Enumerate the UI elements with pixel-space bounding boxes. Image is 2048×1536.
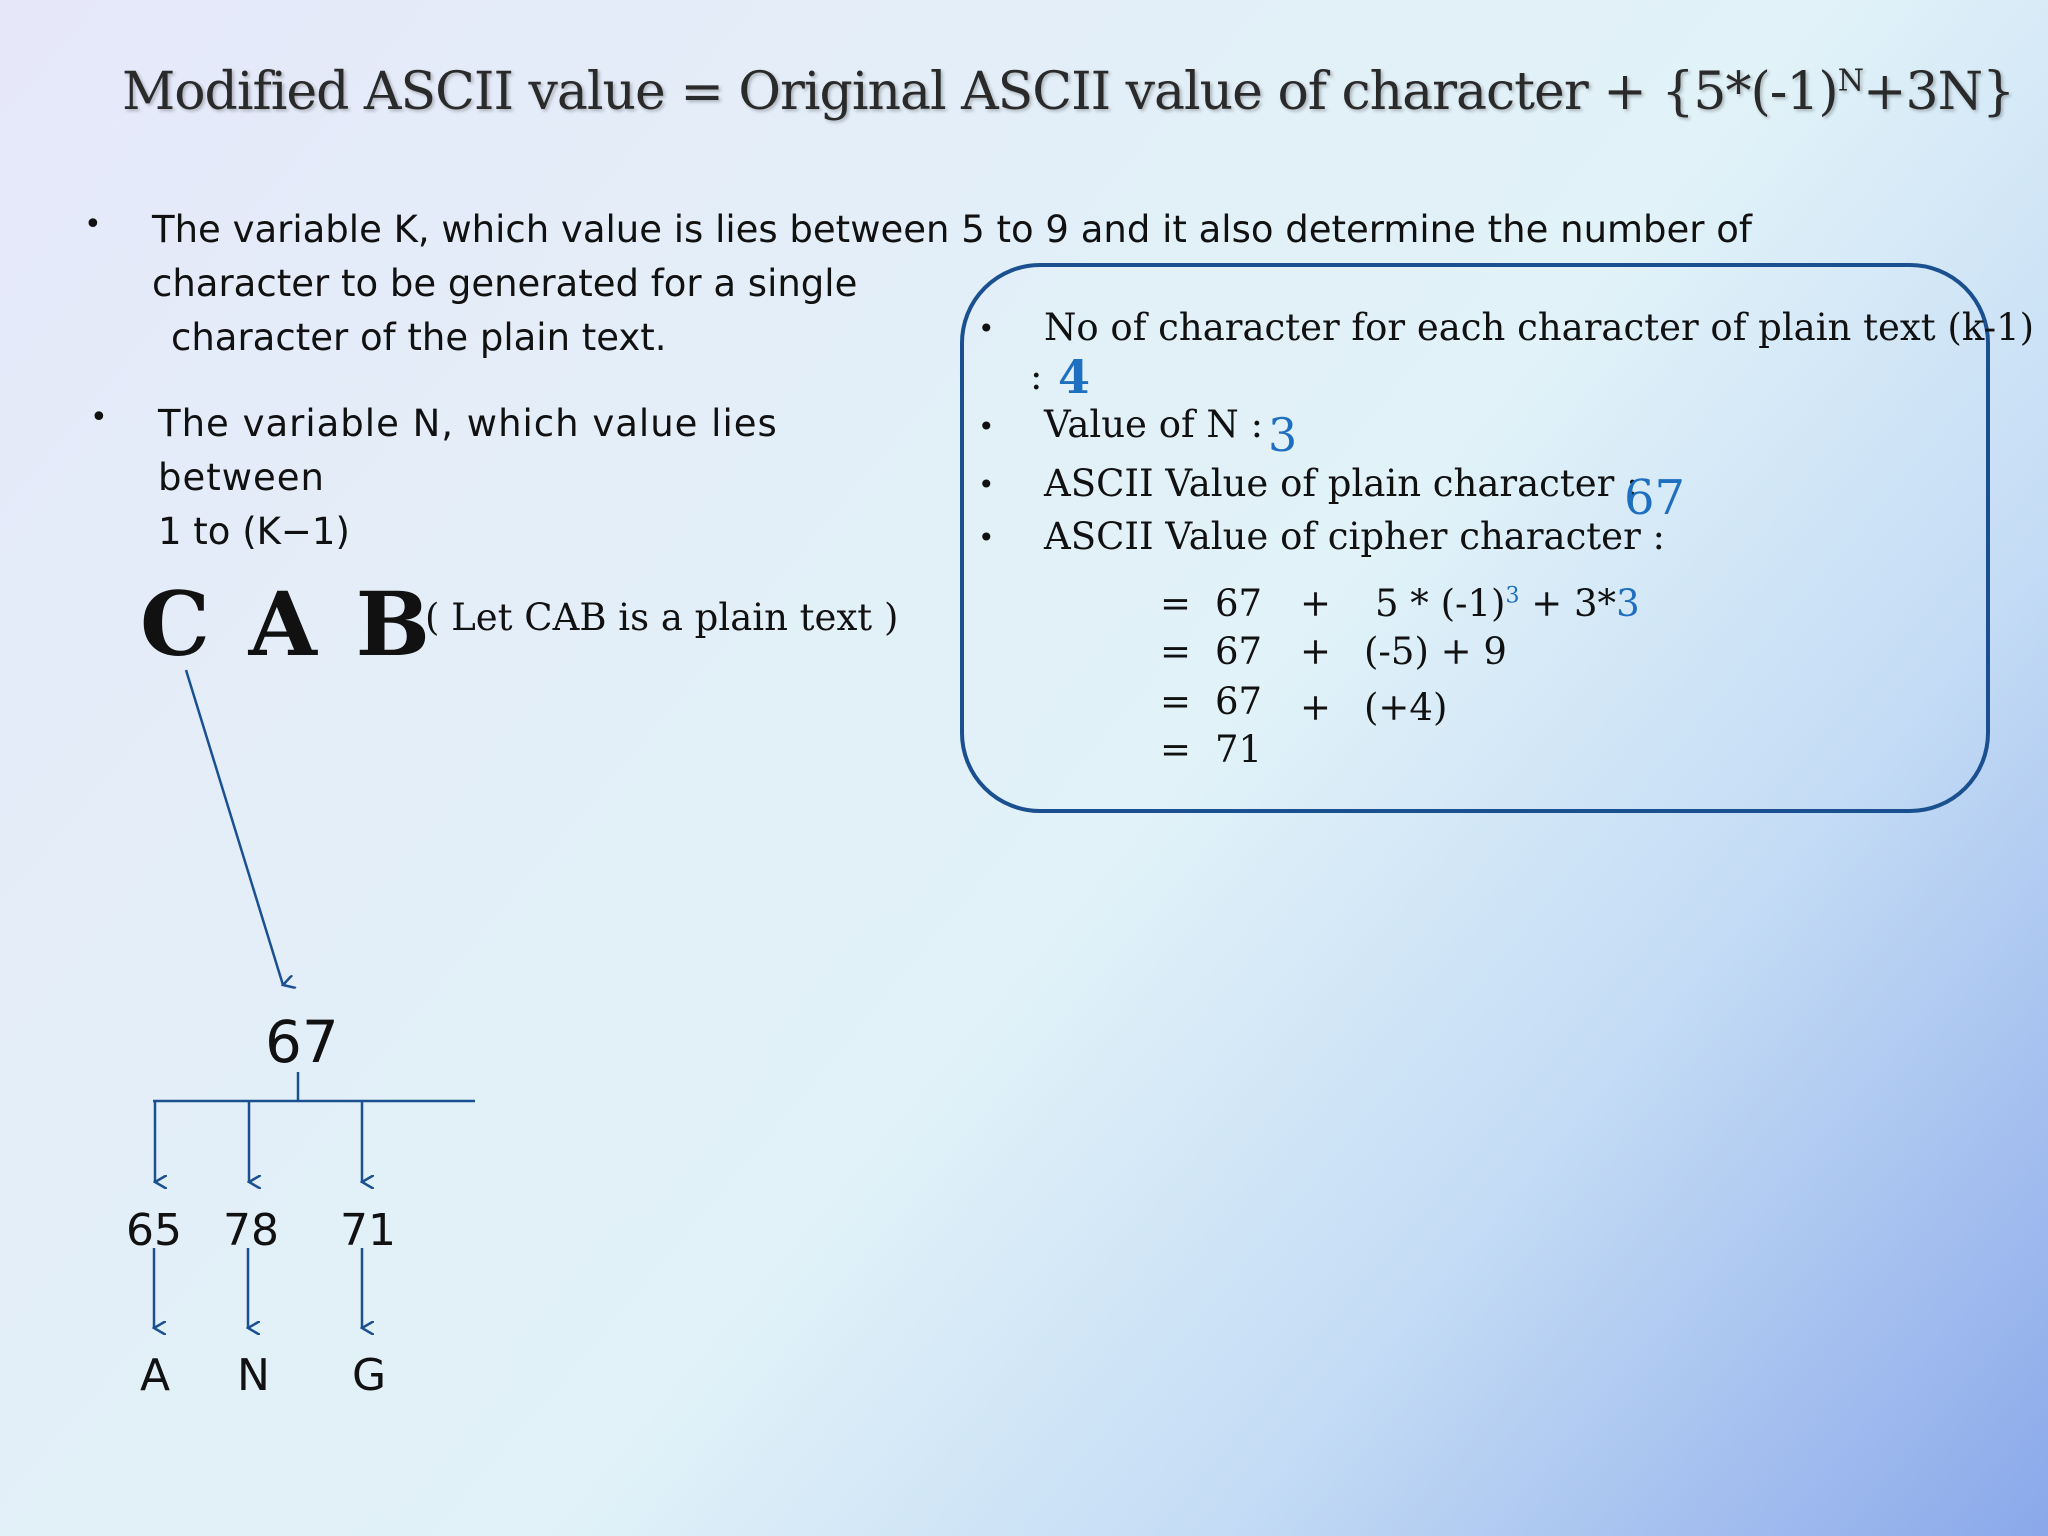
bullet-line: 1 to (K−1) <box>158 510 350 553</box>
calc-eq: = <box>1160 582 1192 625</box>
calc-expr-part: 5 * (-1) <box>1375 582 1506 625</box>
box-item-cipher-ascii-label: ASCII Value of cipher character : <box>1044 515 1665 558</box>
bullet-line: The variable K, which value is lies between 5 to 9 and it also determine the number of <box>152 208 1752 251</box>
arrow-c-to-67 <box>186 670 283 985</box>
calc-expression: (-5) + 9 <box>1364 630 1507 673</box>
bullet-marker: • <box>978 521 995 554</box>
title-tail: +3N} <box>1862 62 2015 122</box>
tree-root-value: 67 <box>265 1008 339 1076</box>
calc-eq: = <box>1160 728 1192 771</box>
bullet-line: The variable N, which value lies between <box>158 402 778 499</box>
calc-eq: = <box>1160 630 1192 673</box>
calc-expr-n: 3 <box>1616 582 1640 625</box>
tree-child-value: 65 <box>126 1205 182 1256</box>
box-item-colon: : <box>1030 355 1043 398</box>
bullet-line: character to be generated for a single <box>152 262 858 305</box>
tree-leaf-letter: A <box>140 1350 171 1401</box>
bullet-marker: • <box>978 410 995 443</box>
bullet-marker: • <box>84 207 102 242</box>
title-superscript: N <box>1837 63 1863 99</box>
box-item-n-value: 3 <box>1268 408 1298 462</box>
plain-text-cab: C A B <box>140 572 434 676</box>
calc-expr-exponent: 3 <box>1505 583 1520 609</box>
tree-child-value: 71 <box>340 1205 396 1256</box>
box-item-plain-ascii-label: ASCII Value of plain character : <box>1044 462 1639 505</box>
calc-base-value: 67 <box>1215 630 1263 673</box>
calc-result-value: 71 <box>1215 728 1263 771</box>
calc-expression <box>1375 582 1640 625</box>
calc-plus: + <box>1300 582 1332 625</box>
box-item-n-label: Value of N : <box>1044 403 1264 446</box>
calc-expr-part: + 3* <box>1519 582 1617 625</box>
calc-base-value: 67 <box>1215 582 1263 625</box>
box-item-char-count-label: No of character for each character of plain text (k-1) <box>1044 306 2035 349</box>
calc-expression: (+4) <box>1364 686 1448 729</box>
tree-child-value: 78 <box>223 1205 279 1256</box>
bullet-marker: • <box>978 468 995 501</box>
calc-base-value: 67 <box>1215 680 1263 723</box>
plain-text-note: ( Let CAB is a plain text ) <box>425 596 899 639</box>
bullet-line: character of the plain text. <box>171 316 667 359</box>
calc-eq: = <box>1160 680 1192 723</box>
tree-leaf-letter: N <box>237 1350 270 1401</box>
bullet-marker: • <box>978 312 995 345</box>
tree-leaf-letter: G <box>352 1350 387 1401</box>
box-item-char-count-value: 4 <box>1058 350 1091 404</box>
calc-plus: + <box>1300 686 1332 729</box>
box-item-plain-ascii-value: 67 <box>1624 470 1686 526</box>
calc-plus: + <box>1300 630 1332 673</box>
bullet-marker: • <box>90 400 108 435</box>
title-main: Modified ASCII value = Original ASCII value of character + {5*(-1) <box>122 62 1838 122</box>
